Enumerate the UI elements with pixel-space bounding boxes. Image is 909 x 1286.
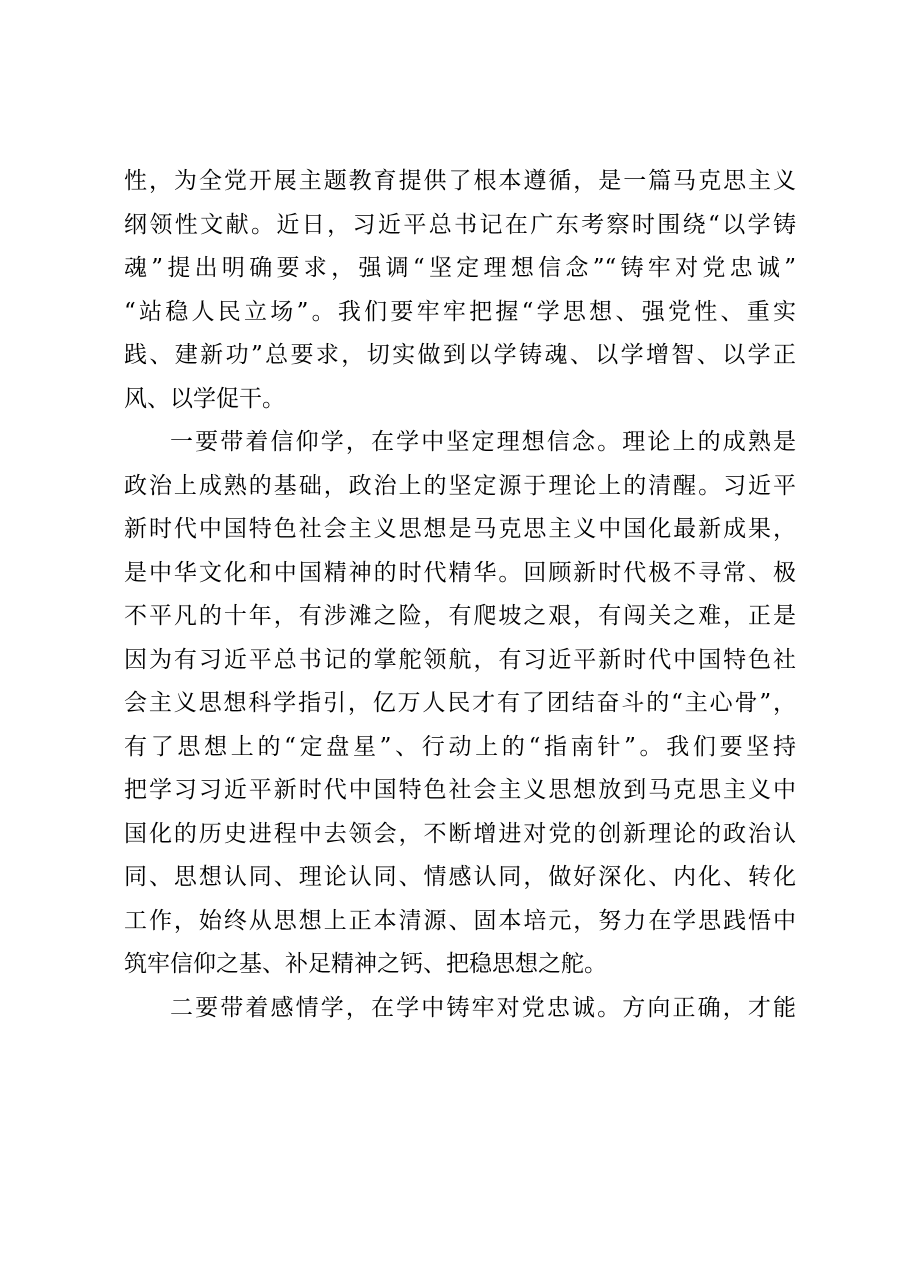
text-line: 风、以学促干。 [124, 385, 285, 412]
text-line: 一要带着信仰学，在学中坚定理想信念。理论上的成熟是 [170, 429, 796, 455]
text-line: “站稳人民立场”。我们要牢牢把握“学思想、强党性、重实 [124, 298, 796, 325]
text-line: 政治上成熟的基础，政治上的坚定源于理论上的清醒。习近平 [124, 472, 796, 499]
paragraph-faith [124, 421, 796, 987]
document-body [124, 160, 796, 1030]
paragraph-intro [124, 160, 796, 421]
text-line: 不平凡的十年，有涉滩之险，有爬坡之艰，有闯关之难，正是 [124, 603, 796, 629]
text-line: 有了思想上的“定盘星”、行动上的“指南针”。我们要坚持 [124, 733, 796, 760]
text-line: 筑牢信仰之基、补足精神之钙、把稳思想之舵。 [124, 951, 607, 977]
text-line: 新时代中国特色社会主义思想是马克思主义中国化最新成果， [124, 516, 796, 542]
text-line: 国化的历史进程中去领会，不断增进对党的创新理论的政治认 [124, 820, 796, 847]
text-line: 工作，始终从思想上正本清源、固本培元，努力在学思践悟中 [124, 907, 796, 934]
text-line: 把学习习近平新时代中国特色社会主义思想放到马克思主义中 [124, 777, 796, 803]
text-line: 践、建新功”总要求，切实做到以学铸魂、以学增智、以学正 [124, 342, 796, 368]
text-line: 是中华文化和中国精神的时代精华。回顾新时代极不寻常、极 [124, 559, 796, 586]
text-line: 会主义思想科学指引，亿万人民才有了团结奋斗的“主心骨”， [124, 690, 796, 716]
text-line: 魂”提出明确要求，强调“坚定理想信念”“铸牢对党忠诚” [124, 255, 796, 281]
text-line: 同、思想认同、理论认同、情感认同，做好深化、内化、转化 [124, 864, 796, 890]
paragraph-loyalty [124, 987, 796, 1031]
text-line: 性，为全党开展主题教育提供了根本遵循，是一篇马克思主义 [124, 168, 796, 194]
text-line: 纲领性文献。近日，习近平总书记在广东考察时围绕“以学铸 [124, 211, 796, 238]
text-line: 因为有习近平总书记的掌舵领航，有习近平新时代中国特色社 [124, 646, 796, 673]
text-line: 二要带着感情学，在学中铸牢对党忠诚。方向正确，才能 [170, 994, 796, 1021]
